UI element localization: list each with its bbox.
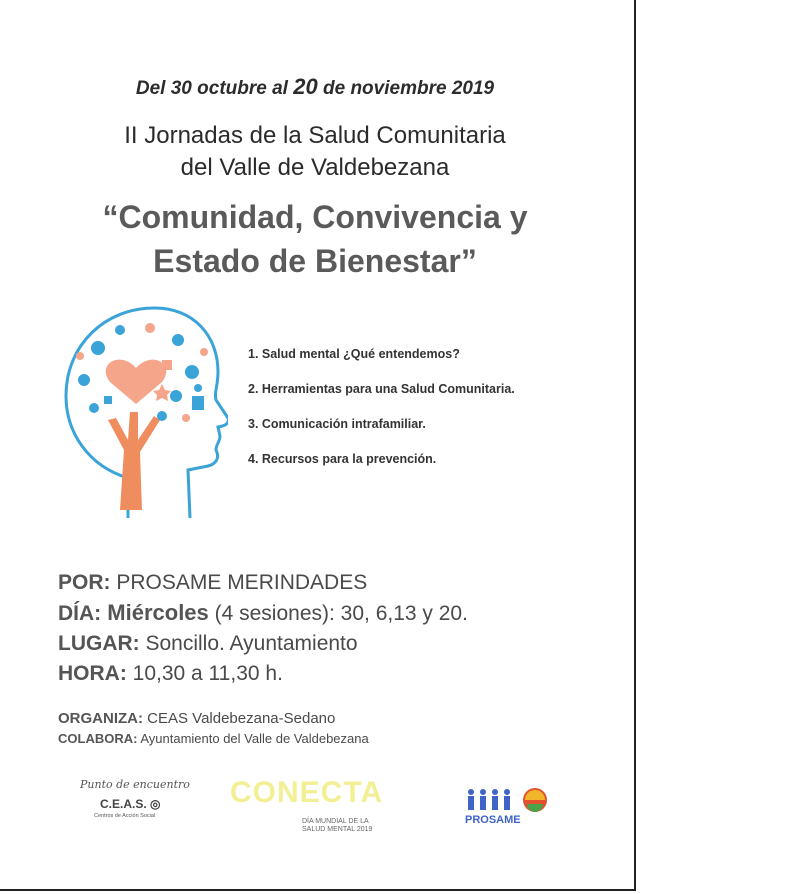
bubble-icon: [162, 360, 172, 370]
dia-label: DÍA:: [58, 602, 102, 625]
bubble-icon: [145, 323, 155, 333]
ceas-tagline: Punto de encuentro: [80, 778, 190, 791]
title-line-2: Estado de Bienestar”: [153, 243, 477, 279]
organiza-value: CEAS Valdebezana-Sedano: [143, 710, 336, 727]
dates-suffix: de noviembre 2019: [317, 78, 495, 99]
event-dates: [0, 74, 630, 100]
ceas-mark-text: C.E.A.S.: [100, 797, 147, 811]
organizers: [58, 708, 369, 748]
list-item: 2. Herramientas para una Salud Comunitaria.: [248, 382, 515, 396]
title-line-1: “Comunidad, Convivencia y: [102, 199, 528, 235]
info-por: [58, 568, 468, 598]
por-label: POR:: [58, 571, 111, 594]
organiza-row: [58, 708, 369, 730]
event-title: [0, 195, 630, 283]
por-value: PROSAME MERINDADES: [110, 571, 368, 594]
ceas-logo: [72, 778, 202, 830]
page-border-right: [634, 0, 636, 890]
bubble-icon: [104, 396, 112, 404]
event-info: [58, 568, 468, 689]
bubble-icon: [115, 325, 125, 335]
info-hora: [58, 659, 468, 689]
colabora-value: Ayuntamiento del Valle de Valdebezana: [137, 731, 369, 746]
colabora-row: [58, 730, 369, 748]
conecta-subtitle: [302, 818, 372, 834]
bubble-icon: [172, 334, 184, 346]
event-subtitle: [0, 120, 630, 184]
lugar-label: LUGAR:: [58, 632, 140, 655]
lugar-value: Soncillo. Ayuntamiento: [139, 632, 358, 655]
bubble-icon: [157, 411, 167, 421]
bubble-icon: [200, 348, 208, 356]
organiza-label: ORGANIZA:: [58, 710, 143, 727]
list-item: 1. Salud mental ¿Qué entendemos?: [248, 347, 460, 361]
dates-end-day: 20: [293, 74, 318, 99]
conecta-wordmark: CONECTA: [230, 776, 384, 809]
head-tree-illustration: [58, 300, 228, 522]
tree-trunk: [108, 412, 160, 510]
bubble-icon: [78, 374, 90, 386]
person-icon: [192, 384, 204, 410]
list-item: 3. Comunicación intrafamiliar.: [248, 417, 426, 431]
bubble-icon: [185, 365, 199, 379]
ceas-subtitle: Centros de Acción Social: [94, 813, 156, 819]
dates-prefix: Del 30 octubre al: [135, 78, 294, 99]
prosame-wordmark: PROSAME: [465, 814, 521, 826]
bubble-icon: [182, 414, 190, 422]
prosame-people-icon: [465, 786, 551, 814]
list-item: 4. Recursos para la prevención.: [248, 452, 437, 466]
topics-list: [248, 344, 515, 484]
subtitle-line-2: del Valle de Valdebezana: [180, 154, 450, 181]
info-lugar: [58, 629, 468, 659]
bubble-icon: [91, 341, 105, 355]
hora-value: 10,30 a 11,30 h.: [126, 662, 283, 685]
bubble-icon: [76, 352, 84, 360]
conecta-logo: [230, 770, 400, 840]
page-border-bottom: [0, 889, 636, 891]
dia-value: (4 sesiones): 30, 6,13 y 20.: [208, 602, 468, 625]
info-dia: [58, 598, 468, 629]
ceas-swirl-icon: ◎: [150, 797, 161, 811]
conecta-sub-line-1: DÍA MUNDIAL DE LA: [302, 818, 369, 825]
bubble-icon: [170, 390, 182, 402]
hora-label: HORA:: [58, 662, 127, 685]
prosame-logo: [465, 786, 551, 830]
conecta-sub-line-2: SALUD MENTAL 2019: [302, 826, 373, 833]
subtitle-line-1: II Jornadas de la Salud Comunitaria: [124, 122, 506, 149]
colabora-label: COLABORA:: [58, 731, 138, 746]
dia-day: Miércoles: [101, 600, 209, 625]
ceas-mark: [72, 797, 202, 811]
bubble-icon: [89, 403, 99, 413]
head-outline: [66, 308, 228, 518]
